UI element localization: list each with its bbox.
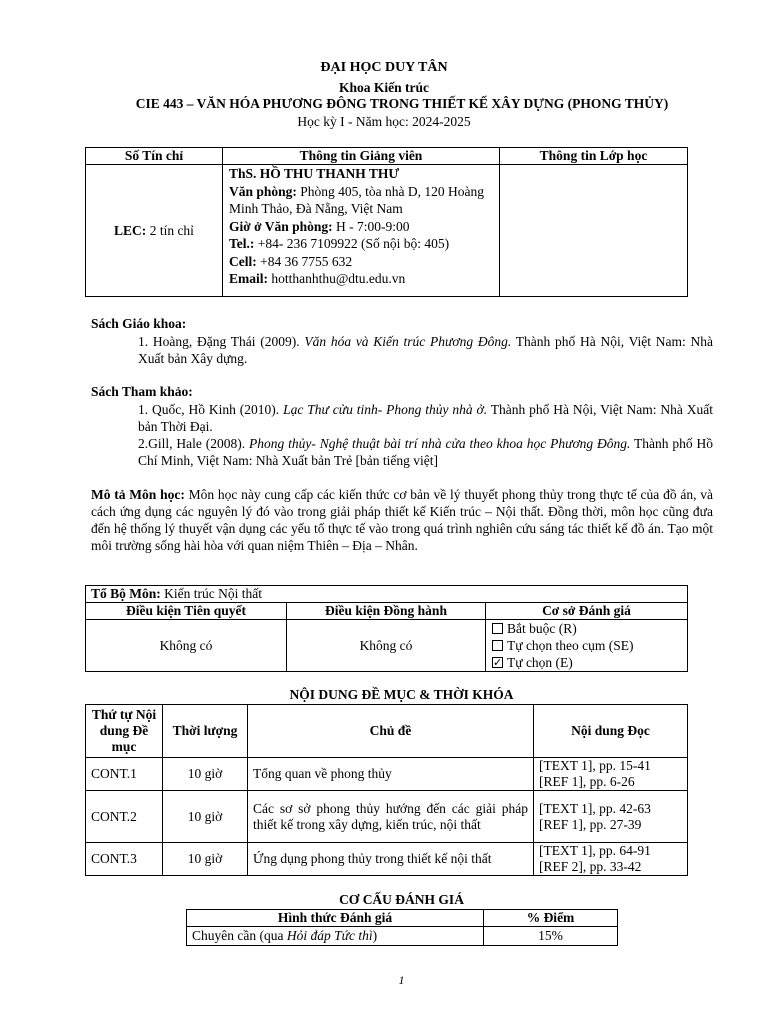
schedule-row-2-reading-ref: [REF 1], pp. 27-39: [539, 816, 642, 832]
references-heading: Sách Tham khảo:: [91, 384, 193, 399]
schedule-row-3-id: CONT.3: [86, 843, 163, 876]
department-label: Tổ Bộ Môn:: [91, 586, 161, 601]
department-table: [85, 585, 688, 672]
ref2-title: Phong thủy- Nghệ thuật bài trí nhà cửa theo khoa học Phương Đông.: [248, 436, 631, 451]
assessment-row-1-italic: Hỏi đáp Tức thì: [286, 928, 373, 943]
department-row: [86, 586, 688, 603]
faculty-name: Khoa Kiến trúc: [339, 80, 429, 95]
corequisite-header: Điều kiện Đồng hành: [287, 603, 486, 620]
textbook-heading: Sách Giáo khoa:: [91, 316, 187, 331]
email-label: Email:: [229, 271, 268, 286]
assessment-table: [186, 909, 618, 946]
checkbox-icon[interactable]: [492, 640, 503, 651]
schedule-row-2-topic: Các sơ sở phong thủy hướng đến các giải pháp thiết kế trong xây dựng, kiến trúc, nội thất: [248, 791, 534, 843]
assessment-row-1-score: 15%: [484, 927, 618, 946]
class-info-header: Thông tin Lớp học: [500, 148, 688, 165]
checked-checkbox-icon[interactable]: [492, 657, 503, 668]
email-value[interactable]: hotthanhthu@dtu.edu.vn: [268, 271, 406, 286]
course-description: [91, 486, 713, 554]
office-hours-label: Giờ ở Văn phòng:: [229, 218, 333, 234]
reference-item-2: [138, 435, 713, 469]
schedule-title: NỘI DUNG ĐỀ MỤC & THỜI KHÓA: [289, 687, 514, 702]
schedule-row-1-reading: [534, 758, 688, 791]
schedule-header-duration: Thời lượng: [163, 705, 248, 758]
course-title: CIE 443 – VĂN HÓA PHƯƠNG ĐÔNG TRONG THIẾT KẾ XÂY DỰNG (PHONG THỦY): [135, 96, 669, 111]
prerequisite-value: Không có: [86, 620, 287, 672]
office-value: Phòng 405, tòa nhà D, 120 Hoàng Minh Thảo, Đà Nẵng, Việt Nam: [229, 183, 485, 216]
cell-value: +84 36 7755 632: [256, 253, 353, 269]
office-label: Văn phòng:: [229, 183, 297, 199]
assessment-row-1-prefix: Chuyên cần (qua: [192, 928, 287, 943]
prerequisite-header: Điều kiện Tiên quyết: [86, 603, 287, 620]
credits-cell: [86, 165, 223, 297]
assessment-row-1-suffix: ): [372, 928, 378, 943]
ref2-author: 2.Gill, Hale (2008).: [138, 436, 249, 451]
option-elective-label: Tự chọn (E): [507, 655, 573, 670]
schedule-row-3-duration: 10 giờ: [163, 843, 248, 876]
schedule-row-1-id: CONT.1: [86, 758, 163, 791]
textbook-publisher: Thành phố Hà Nội, Việt Nam: Nhà Xuất bản Xây dựng.: [138, 334, 713, 366]
credits-value: 2 tín chỉ: [146, 222, 194, 238]
description-text: Môn học này cung cấp các kiến thức cơ bản về lý thuyết phong thủy trong thực tế của đồ án, và cách ứng dụng các nguyên lý đó vào trong giải pháp thiết kế Kiến trúc – Nội thất. Đồng thời, môn học cũng đưa đến hệ thống lý thuyết vận dụng các yếu tố thực tế vào trong quá trình nghiên cứu sáng tác thiết kế đồ án. Tạo một môi trường sống hài hòa với quan niệm Thiên – Địa – Nhân.: [91, 487, 713, 553]
schedule-row-2-duration: 10 giờ: [163, 791, 248, 843]
lecturer-cell: [223, 165, 500, 297]
office-hours-value: H - 7:00-9:00: [332, 218, 410, 234]
schedule-table: [85, 704, 688, 876]
schedule-row-1-reading-ref: [REF 1], pp. 6-26: [539, 774, 635, 789]
course-info-table: [85, 147, 688, 297]
corequisite-value: Không có: [287, 620, 486, 672]
ref2-publisher: Thành phố Hồ Chí Minh, Việt Nam: Nhà Xuất bản Trẻ [bản tiếng việt]: [138, 436, 714, 468]
term-info: Học kỳ I - Năm học: 2024-2025: [297, 114, 471, 129]
schedule-row-3-reading-ref: [REF 2], pp. 33-42: [539, 859, 642, 874]
department-value: Kiến trúc Nội thất: [160, 586, 262, 601]
university-name: ĐẠI HỌC DUY TÂN: [320, 60, 448, 75]
lecturer-header: Thông tin Giảng viên: [223, 148, 500, 165]
credits-header: Số Tín chỉ: [86, 148, 223, 165]
option-elective[interactable]: [492, 654, 681, 671]
tel-label: Tel.:: [229, 236, 255, 251]
textbook-item-1: [138, 333, 713, 367]
page-number: 1: [398, 973, 405, 987]
class-info-cell: [500, 165, 688, 297]
schedule-header-topic: Chủ đề: [248, 705, 534, 758]
option-cluster-elective-label: Tự chọn theo cụm (SE): [507, 638, 634, 653]
ref1-author: 1. Quốc, Hồ Kinh (2010).: [138, 402, 284, 417]
option-cluster-elective[interactable]: [492, 637, 681, 654]
textbook-title: Văn hóa và Kiến trúc Phương Đông.: [304, 334, 512, 349]
option-required[interactable]: [492, 620, 681, 637]
schedule-row-3-reading-text: [TEXT 1], pp. 64-91: [539, 843, 651, 858]
table-row: [86, 791, 688, 843]
table-row: [86, 843, 688, 876]
assessment-header-form: Hình thức Đánh giá: [187, 910, 484, 927]
reference-item-1: [138, 401, 713, 435]
credits-label: LEC:: [114, 222, 147, 238]
assessment-title: CƠ CẤU ĐÁNH GIÁ: [339, 892, 464, 907]
schedule-row-2-reading-text: [TEXT 1], pp. 42-63: [539, 800, 651, 816]
schedule-row-1-duration: 10 giờ: [163, 758, 248, 791]
lecturer-name: ThS. HỒ THU THANH THƯ: [229, 166, 400, 181]
checkbox-icon[interactable]: [492, 623, 503, 634]
table-row: [187, 927, 618, 946]
schedule-row-3-reading: [534, 843, 688, 876]
ref1-publisher: Thành phố Hà Nội, Việt Nam: Nhà Xuất bản Thời Đại.: [138, 402, 713, 434]
schedule-header-order: Thứ tự Nội dung Đề mục: [86, 705, 163, 758]
assessment-row-1-form: [187, 927, 484, 946]
schedule-row-3-topic: Ứng dụng phong thủy trong thiết kế nội thất: [248, 843, 534, 876]
table-row: [86, 758, 688, 791]
cell-label: Cell:: [229, 253, 257, 269]
schedule-row-2-reading: [534, 791, 688, 843]
description-label: Mô tả Môn học:: [91, 487, 185, 502]
schedule-header-reading: Nội dung Đọc: [534, 705, 688, 758]
evaluation-options: [486, 620, 688, 672]
schedule-row-1-reading-text: [TEXT 1], pp. 15-41: [539, 758, 651, 773]
ref1-title: Lạc Thư cửu tinh- Phong thủy nhà ở.: [283, 402, 488, 417]
evaluation-basis-header: Cơ sở Đánh giá: [486, 603, 688, 620]
tel-value: +84- 236 7109922 (Số nội bộ: 405): [254, 236, 450, 251]
schedule-row-1-topic: Tổng quan về phong thủy: [248, 758, 534, 791]
textbook-author: 1. Hoàng, Đặng Thái (2009).: [138, 334, 305, 349]
schedule-row-2-id: CONT.2: [86, 791, 163, 843]
option-required-label: Bắt buộc (R): [507, 621, 577, 636]
assessment-header-score: % Điểm: [484, 910, 618, 927]
